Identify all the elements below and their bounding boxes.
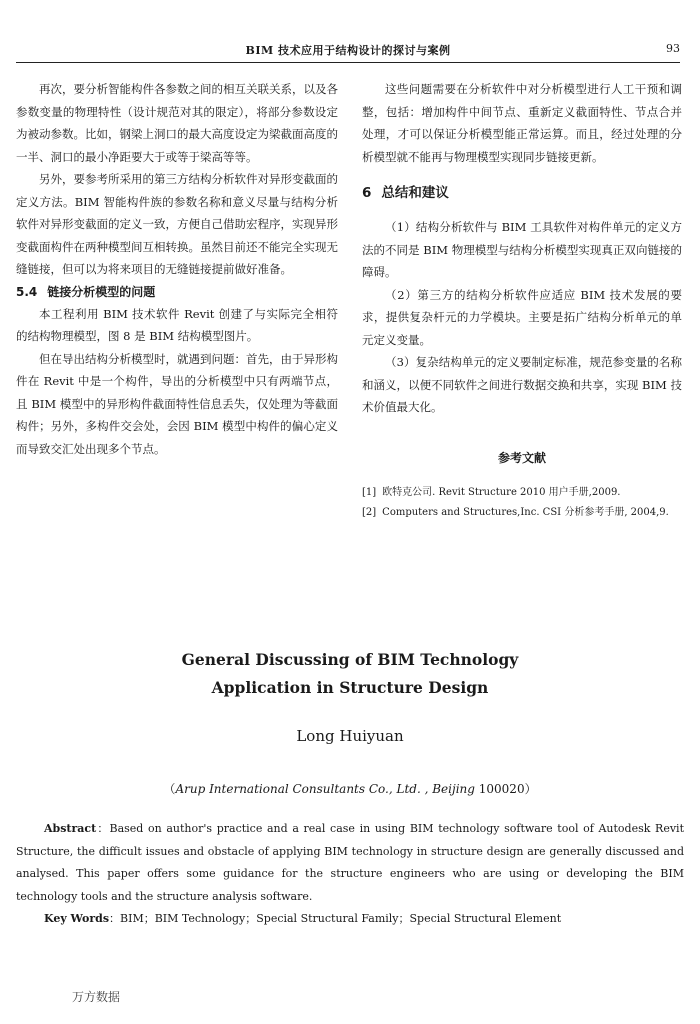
- section-title: 总结和建议: [381, 185, 449, 201]
- english-title-line: General Discussing of BIM Technology: [181, 650, 519, 669]
- abstract: [16, 818, 684, 908]
- paragraph: 本工程利用 BIM 技术软件 Revit 创建了与实际完全相符的结构物理模型，图 8 是 BIM 结构模型图片。: [16, 306, 338, 343]
- paragraph: 这些问题需要在分析软件中对分析模型进行人工干预和调整，包括：增加构件中间节点、重新定义截面特性、节点合并处理，才可以保证分析模型能正常运算。而且，经过处理的分析模型就不能再与物理模型实现同步链接更新。: [362, 82, 682, 164]
- list-item: （2）第三方的结构分析软件应适应 BIM 技术发展的要求，提供复杂杆元的力学模块。主要是拓广结构分析单元的单元定义变量。: [362, 287, 682, 347]
- english-title: [0, 646, 700, 702]
- page-header: [16, 40, 680, 63]
- list-item: （3）复杂结构单元的定义要制定标准，规范参变量的名称和涵义，以便不同软件之间进行数据交换和共享，实现 BIM 技术价值最大化。: [362, 355, 682, 414]
- watermark: 万方数据: [72, 990, 121, 1004]
- paragraph: 但在导出结构分析模型时，就遇到问题：首先，由于异形构件在 Revit 中是一个构件，导出的分析模型中只有两端节点，且 BIM 模型中的异形构件截面特性信息丢失，仅处理为等截面构件；另外，多构件交会处，会因 BIM 模型中构件的偏心定义而导致交汇处出现多个节点。: [16, 351, 338, 456]
- keywords: [16, 908, 684, 931]
- right-column: [362, 78, 682, 523]
- section-heading-5-4: [16, 281, 338, 303]
- abstract-text: ：Based on author's practice and a real case in using BIM technology software tool of Autodesk Revit Structure, the difficult issues and obstacle of applying BIM technology in structure design are generally discussed and analysed. This paper offers some guidance for the structure engineers who are using or developing the BIM technology tools and the structure analysis software.: [16, 822, 684, 903]
- abstract-label: Abstract: [44, 822, 97, 835]
- page-number: 93: [666, 42, 680, 55]
- list-item: （1）结构分析软件与 BIM 工具软件对构件单元的定义方法的不同是 BIM 物理模型与结构分析模型实现真正双向链接的障碍。: [362, 220, 682, 279]
- author-name: Long Huiyuan: [296, 727, 404, 745]
- english-title-line: Application in Structure Design: [211, 678, 489, 697]
- keywords-text: ：BIM；BIM Technology；Special Structural Family；Special Structural Element: [109, 912, 562, 925]
- references-title: 参考文献: [497, 450, 546, 465]
- abstract-block: [16, 818, 684, 931]
- keywords-label: Key Words: [44, 912, 110, 925]
- section-number: 6: [362, 185, 372, 201]
- section-heading-6: [362, 182, 682, 204]
- left-column: [16, 78, 338, 460]
- affiliation: （Arup International Consultants Co., Ltd. , Beijing 100020）: [163, 782, 537, 796]
- reference-item: [2] Computers and Structures,Inc. CSI 分析参考手册, 2004,9.: [362, 507, 669, 518]
- section-number: 5.4: [16, 284, 38, 299]
- reference-item: [1] 欧特克公司. Revit Structure 2010 用户手册,2009.: [362, 487, 621, 498]
- section-title: 链接分析模型的问题: [47, 284, 156, 299]
- paragraph: 另外，要参考所采用的第三方结构分析软件对异形变截面的定义方法。BIM 智能构件族的参数名称和意义尽量与结构分析软件对异形变截面的定义一致，方便自己借助宏程序，实现异形变截面构件在两种模型间互相转换。虽然目前还不能完全实现无缝链接，但可以为将来项目的无缝链接提前做好准备。: [16, 172, 338, 276]
- paragraph: 再次，要分析智能构件各参数之间的相互关联关系，以及各参数变量的物理特性（设计规范对其的限定），将部分参数设定为被动参数。比如，钢梁上洞口的最大高度设定为梁截面高度的一半、洞口的最小净距要大于或等于梁高等等。: [16, 82, 338, 164]
- running-title: BIM 技术应用于结构设计的探讨与案例: [245, 44, 451, 57]
